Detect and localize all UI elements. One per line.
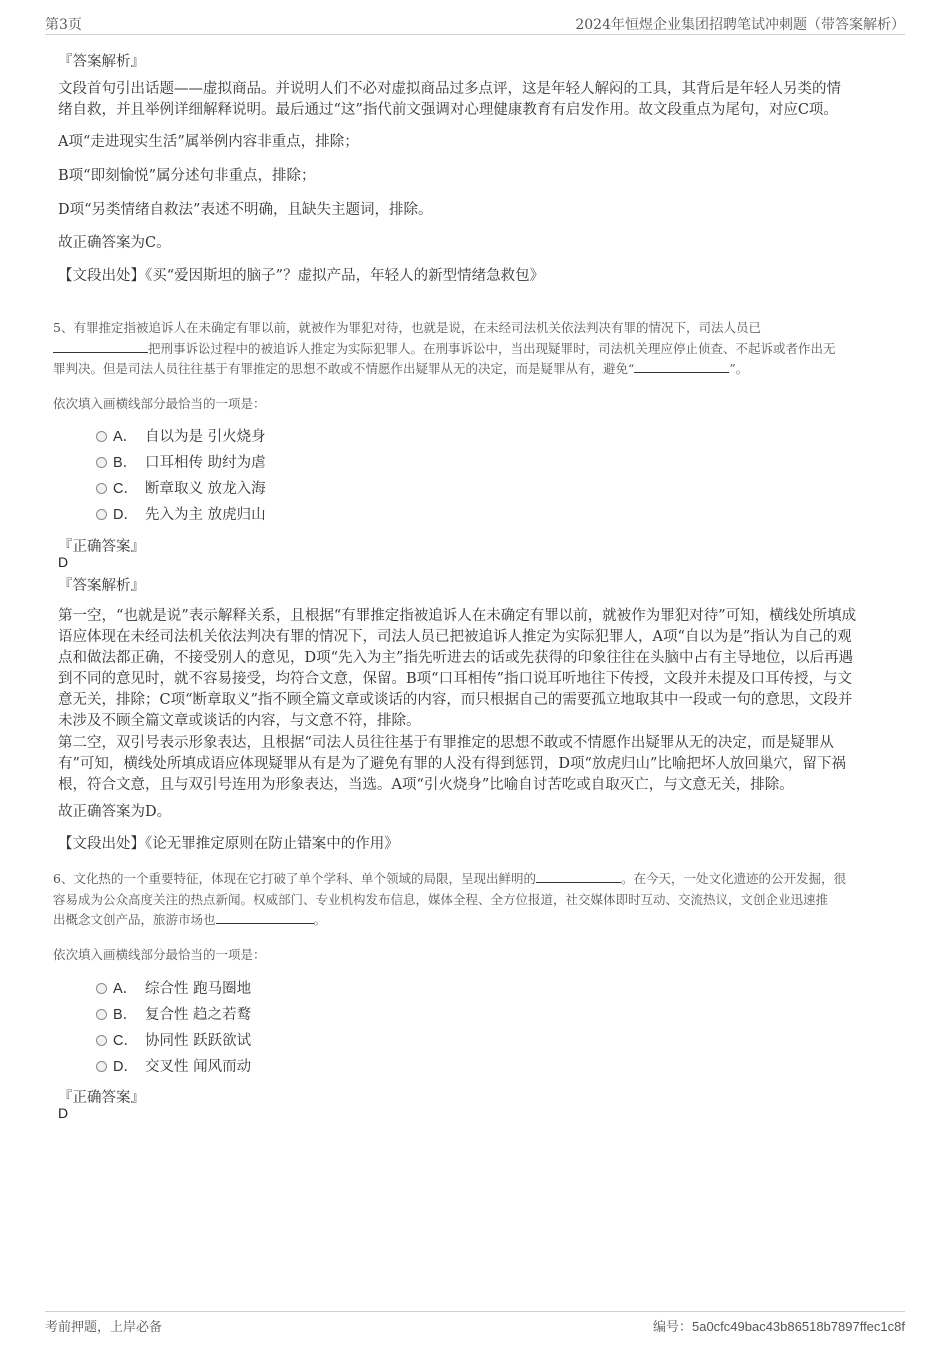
correct-answer-heading: 『正确答案』 [58, 539, 145, 555]
analysis-paragraph-2: 第二空，双引号表示形象表达，且根据“司法人员往往基于有罪推定的思想不敢或不情愿作出疑罪从无的决定，而是疑罪从 有”可知，横线处所填成语应体现疑罪从有是为了避免有罪的人没有得到惩罚，D项“放虎归山”比喻把坏人放回巢穴，留下祸 根，符合文意，且与双引号连用为形象表达，当选。A项“引火烧身”比喻自讨苦吃或自取灭亡，与文意无关，排除。 [58, 735, 846, 793]
radio-icon[interactable] [96, 1061, 107, 1072]
passage-source: 【文段出处】《买“爱因斯坦的脑子”？虚拟产品，年轻人的新型情绪急救包》 [58, 268, 545, 284]
question-6-option-a[interactable]: A． 综合性 跑马圈地 [96, 979, 251, 999]
question-5-stem: 5、有罪推定指被追诉人在未确定有罪以前，就被作为罪犯对待，也就是说，在未经司法机关依法判决有罪的情况下，司法人员已 把刑事诉讼过程中的被追诉人推定为实际犯罪人。在刑事诉讼中，当出现疑罪时，司法机关理应停止侦查、不起诉或者作出无 罪判决。但是司法人员往往基于有罪推定的思想不敢或不情愿作出疑罪从无的决定，而是疑罪从有，避免“ ”。 [53, 320, 836, 376]
analysis-heading: 『答案解析』 [58, 54, 145, 70]
answer-blank [53, 340, 148, 353]
analysis-paragraph-1: 第一空，“也就是说”表示解释关系，且根据“有罪推定指被追诉人在未确定有罪以前，就被作为罪犯对待”可知，横线处所填成 语应体现在未经司法机关依法判决有罪的情况下，司法人员已把被追诉人推定为实际犯罪人，A项“自以为是”指认为自己的观 点和做法都正确，不接受别人的意见，D项“先入为主”指先听进去的话或先获得的印象往往在头脑中占有主导地位，以后再遇 到不同的意见时，就不容易接受，均符合文意，保留。B项“口耳相传”指口说耳听地往下传授，文段并未提及口耳传授，与文 意无关，排除；C项“断章取义”指不顾全篇文章或谈话的内容，而只根据自己的需要孤立地取其中一段或一句的意思，文段并 未涉及不顾全篇文章或谈话的内容，与文意不符，排除。 [58, 608, 857, 729]
radio-icon[interactable] [96, 431, 107, 442]
passage-source: 【文段出处】《论无罪推定原则在防止错案中的作用》 [58, 836, 399, 852]
question-5-option-d[interactable]: D． 先入为主 放虎归山 [96, 505, 266, 525]
question-6-option-b[interactable]: B． 复合性 趋之若鹜 [96, 1005, 251, 1025]
question-5-prompt: 依次填入画横线部分最恰当的一项是： [53, 396, 266, 411]
radio-icon[interactable] [96, 483, 107, 494]
page-footer [45, 1311, 905, 1342]
answer-blank [536, 870, 621, 883]
document-code: 编号：5a0cfc49bac43b86518b7897ffec1c8f [652, 1319, 905, 1335]
question-5-option-c[interactable]: C． 断章取义 放龙入海 [96, 479, 266, 499]
analysis-conclusion: 故正确答案为D。 [58, 804, 172, 820]
analysis-option-b: B项“即刻愉悦”属分述句非重点，排除； [58, 168, 316, 184]
document-title: 2024年恒煜企业集团招聘笔试冲刺题（带答案解析） [575, 17, 905, 33]
question-6-stem: 6、文化热的一个重要特征，体现在它打破了单个学科、单个领域的局限，呈现出鲜明的 。在今天，一处文化遗迹的公开发掘，很 容易成为公众高度关注的热点新闻。权威部门、专业机构发布信息，媒体全程、全方位报道，社交媒体即时互动、交流热议，文创企业迅速推 出概念文创产品，旅游市场也 。 [53, 871, 846, 927]
correct-answer: D [58, 1105, 69, 1121]
analysis-option-a: A项“走进现实生活”属举例内容非重点，排除； [58, 134, 359, 150]
footer-slogan: 考前押题，上岸必备 [45, 1320, 163, 1335]
page-header [45, 12, 905, 35]
answer-blank [634, 360, 729, 373]
radio-icon[interactable] [96, 983, 107, 994]
radio-icon[interactable] [96, 457, 107, 468]
radio-icon[interactable] [96, 1035, 107, 1046]
question-6-prompt: 依次填入画横线部分最恰当的一项是： [53, 947, 266, 962]
analysis-paragraph: 文段首句引出话题——虚拟商品。并说明人们不必对虚拟商品过多点评，这是年轻人解闷的工具，其背后是年轻人另类的情 绪自救，并且举例详细解释说明。最后通过“这”指代前文强调对心理健康教育有启发作用。故文段重点为尾句，对应C项。 [58, 81, 841, 118]
page-number: 第3页 [45, 17, 82, 33]
question-5-option-a[interactable]: A． 自以为是 引火烧身 [96, 427, 266, 447]
correct-answer-heading: 『正确答案』 [58, 1090, 145, 1106]
analysis-conclusion: 故正确答案为C。 [58, 235, 171, 251]
question-6-option-d[interactable]: D． 交叉性 闻风而动 [96, 1057, 251, 1077]
radio-icon[interactable] [96, 509, 107, 520]
analysis-heading: 『答案解析』 [58, 578, 145, 594]
correct-answer: D [58, 554, 69, 570]
question-5-option-b[interactable]: B． 口耳相传 助纣为虐 [96, 453, 266, 473]
question-6-option-c[interactable]: C． 协同性 跃跃欲试 [96, 1031, 251, 1051]
answer-blank [216, 911, 314, 924]
analysis-option-d: D项“另类情绪自救法”表述不明确，且缺失主题词，排除。 [58, 202, 433, 218]
radio-icon[interactable] [96, 1009, 107, 1020]
